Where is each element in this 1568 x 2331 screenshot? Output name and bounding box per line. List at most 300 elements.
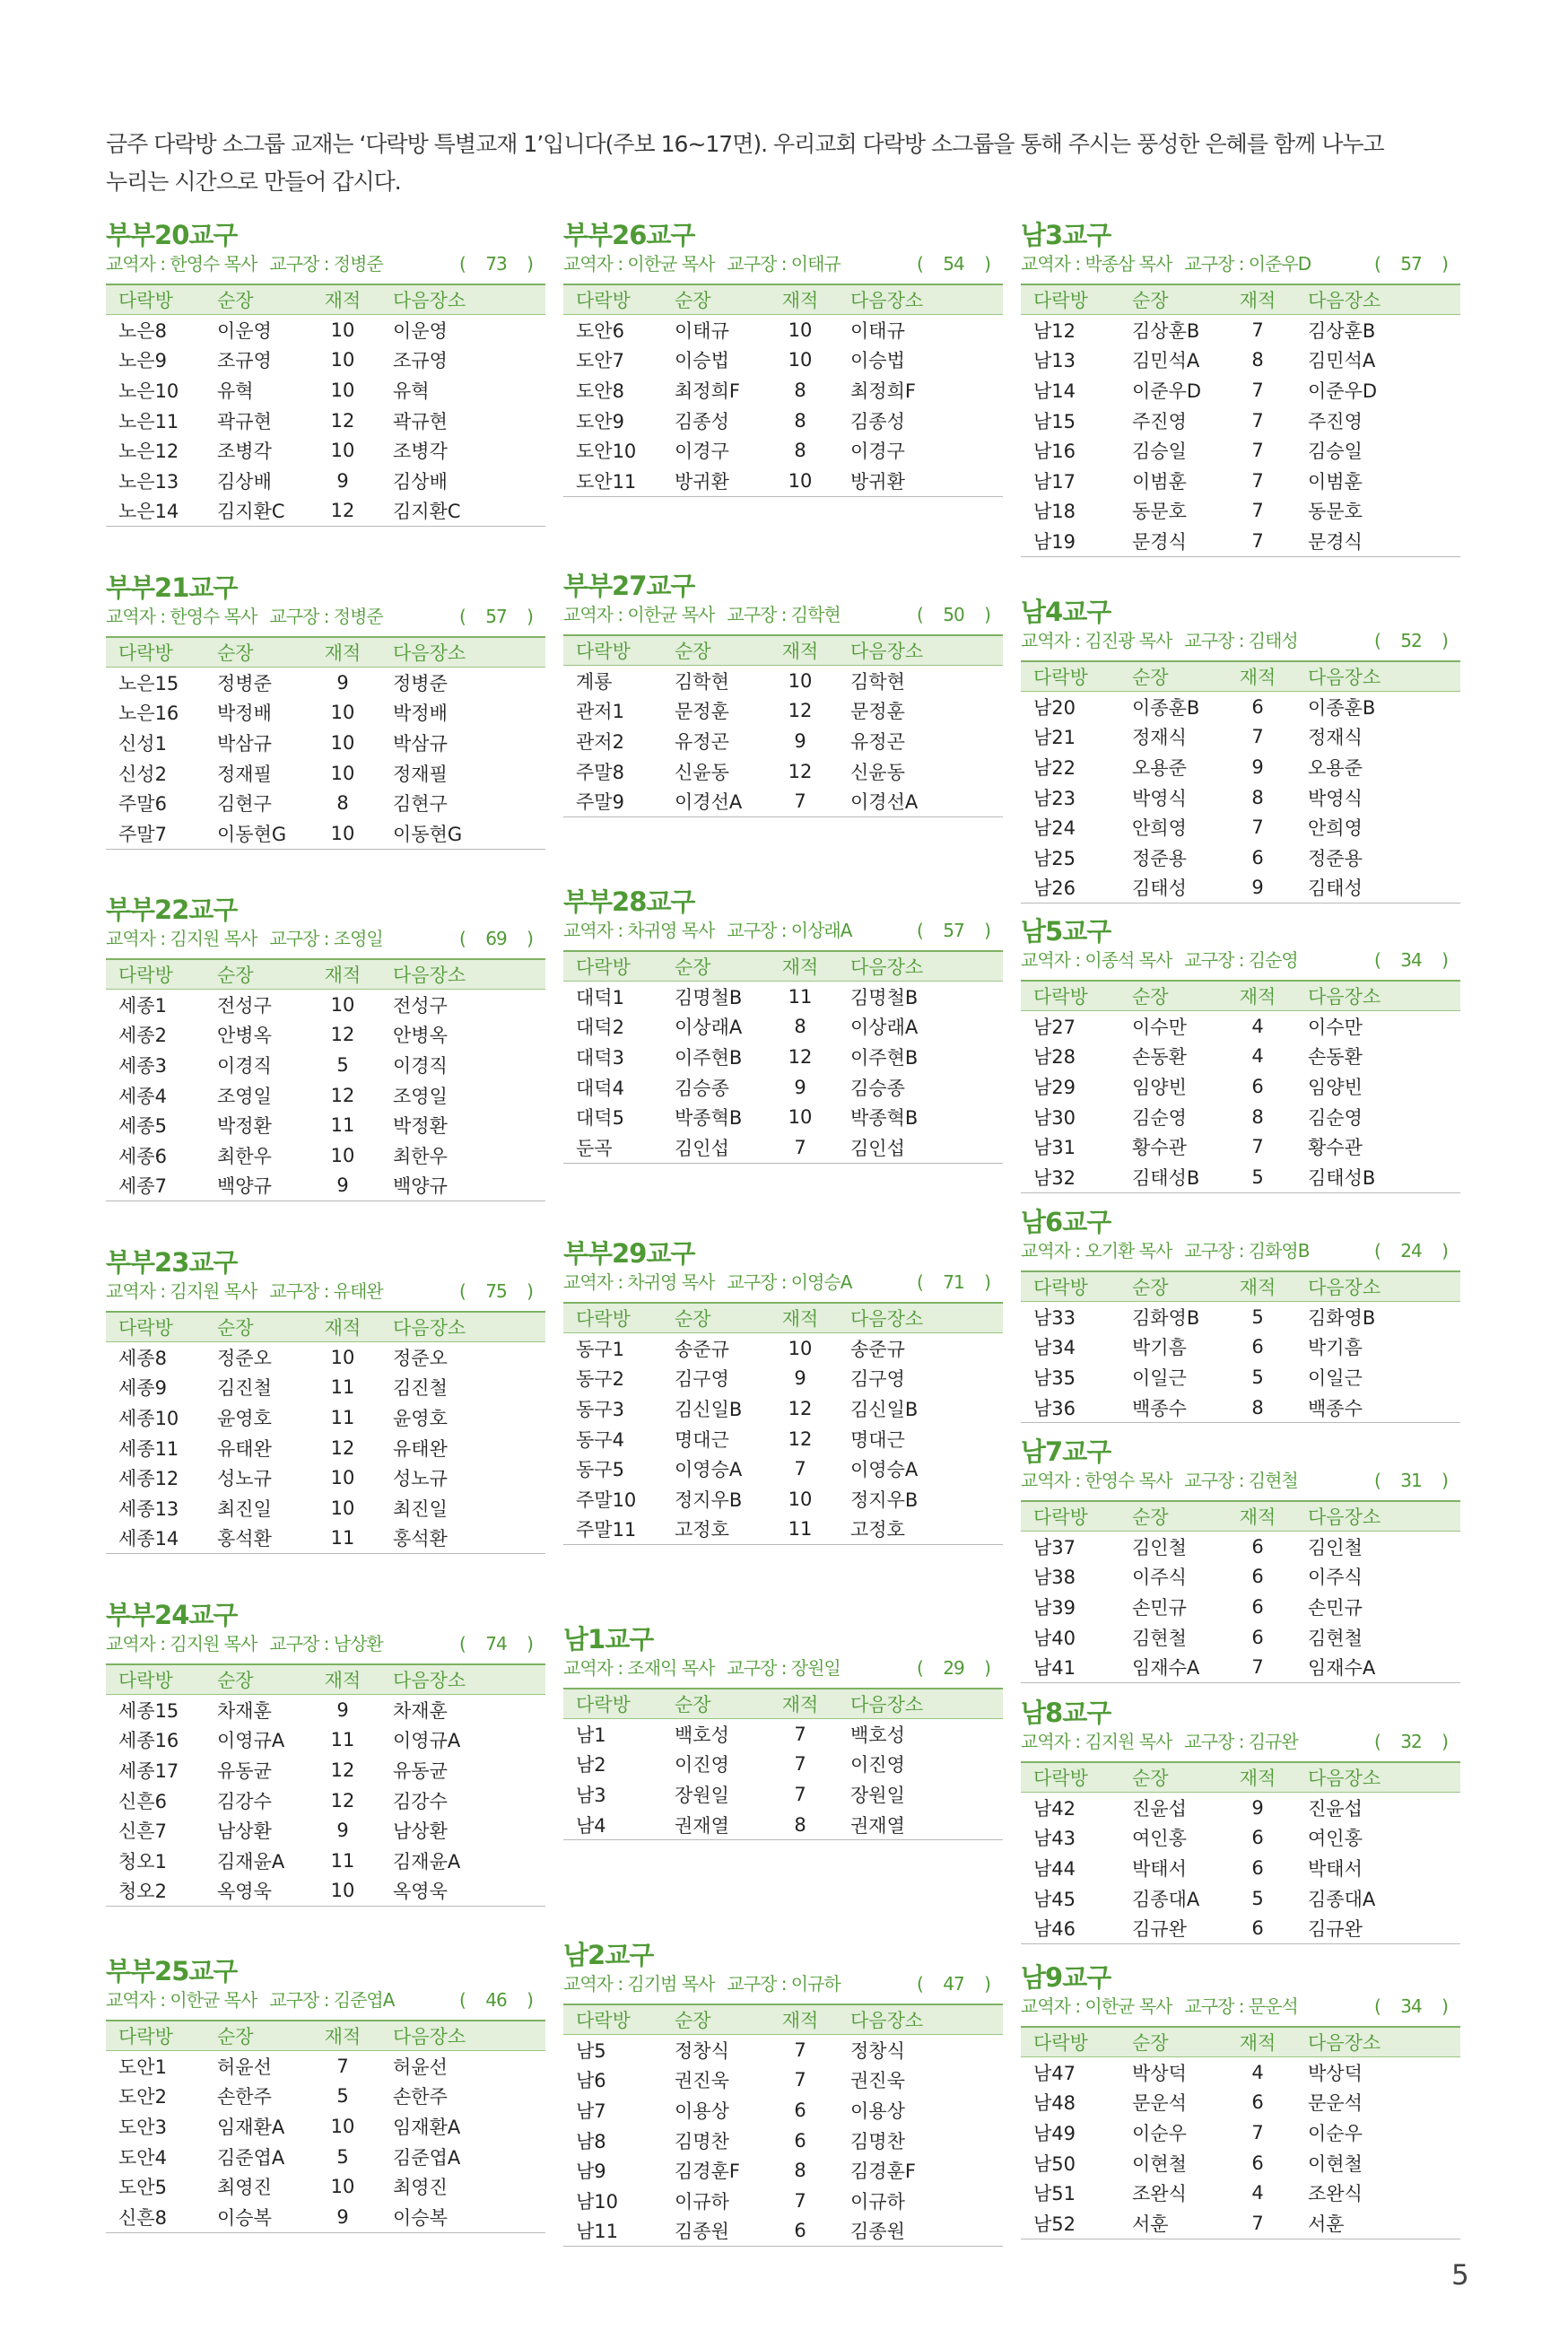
table-cell: 이경직 bbox=[393, 1054, 448, 1077]
table-cell: 7 bbox=[794, 2189, 806, 2212]
table-row bbox=[106, 2142, 545, 2172]
column-header: 순장 bbox=[1119, 981, 1220, 1011]
table-row bbox=[1021, 1332, 1460, 1363]
count-value: 52 bbox=[1400, 630, 1422, 651]
member-count bbox=[1374, 1729, 1460, 1754]
paren-open: ( bbox=[1374, 1995, 1381, 2017]
table-row bbox=[563, 982, 1003, 1012]
pastor-label: 교역자 : 김지원 목사 bbox=[106, 1633, 257, 1654]
table-cell: 관저2 bbox=[576, 730, 624, 753]
table-cell: 남41 bbox=[1021, 1652, 1119, 1682]
table-cell: 오용준 bbox=[1132, 756, 1187, 779]
table-cell: 10 bbox=[305, 1876, 380, 1907]
table-cell: 옥영욱 bbox=[205, 1876, 305, 1907]
table-cell: 김준엽A bbox=[217, 2146, 285, 2169]
table-cell: 장원일 bbox=[850, 1784, 905, 1806]
district-meta bbox=[563, 1655, 1003, 1681]
table-cell: 조병각 bbox=[217, 441, 272, 463]
table-cell: 박기흠 bbox=[1132, 1337, 1187, 1359]
table-row bbox=[563, 1454, 1003, 1484]
column-header: 다음장소 bbox=[380, 637, 545, 668]
table-cell: 손민규 bbox=[1308, 1596, 1363, 1619]
table-cell: 백종수 bbox=[1119, 1392, 1220, 1423]
table-cell: 문경식 bbox=[1295, 526, 1460, 556]
column-header: 순장 bbox=[662, 2004, 762, 2035]
paren-open: ( bbox=[1374, 1470, 1381, 1491]
table-cell: 신성1 bbox=[118, 732, 167, 755]
table-cell: 남34 bbox=[1033, 1337, 1076, 1359]
table-row bbox=[1021, 782, 1460, 813]
paren-close: ) bbox=[1442, 1995, 1448, 2017]
table-cell: 남33 bbox=[1033, 1306, 1076, 1329]
table-cell: 도안10 bbox=[576, 441, 637, 463]
column-header: 재적 bbox=[305, 1664, 380, 1695]
table-cell: 김학현 bbox=[675, 670, 729, 693]
table-cell: 김인섭 bbox=[838, 1132, 1003, 1163]
table-cell: 남12 bbox=[1033, 319, 1076, 342]
table-cell: 7 bbox=[1251, 2121, 1264, 2143]
district-meta bbox=[563, 1270, 1003, 1295]
table-cell: 7 bbox=[1251, 726, 1264, 748]
table-cell: 이주식 bbox=[1308, 1567, 1363, 1589]
column-header: 다음장소 bbox=[1295, 1762, 1460, 1793]
district-meta bbox=[106, 251, 545, 276]
table-cell: 이용상 bbox=[675, 2100, 729, 2122]
table-cell: 동구2 bbox=[576, 1368, 624, 1391]
table-cell: 이태규 bbox=[850, 319, 905, 342]
district-section bbox=[106, 1955, 545, 2233]
column-header: 다락방 bbox=[106, 2021, 205, 2051]
table-row bbox=[1021, 1793, 1460, 1823]
table-cell: 도안2 bbox=[118, 2086, 167, 2108]
paren-open: ( bbox=[917, 1271, 923, 1293]
table-cell: 백호성 bbox=[675, 1724, 729, 1746]
table-cell: 김강수 bbox=[217, 1790, 272, 1812]
district-table bbox=[563, 1688, 1003, 1840]
column-header: 순장 bbox=[1119, 1501, 1220, 1532]
table-cell: 정준용 bbox=[1132, 847, 1187, 869]
table-cell: 12 bbox=[788, 1045, 813, 1068]
table-cell: 9 bbox=[305, 1171, 380, 1201]
table-cell: 박정환 bbox=[393, 1115, 448, 1138]
count-value: 31 bbox=[1400, 1470, 1422, 1491]
table-cell: 세종11 bbox=[118, 1437, 179, 1460]
district-table bbox=[563, 950, 1003, 1164]
count-value: 32 bbox=[1400, 1731, 1422, 1752]
table-cell: 4 bbox=[1251, 1015, 1264, 1037]
column-header: 다음장소 bbox=[838, 951, 1003, 982]
table-cell: 세종10 bbox=[118, 1407, 179, 1429]
table-row bbox=[1021, 1652, 1460, 1682]
pastor-label: 교역자 : 김지원 목사 bbox=[1021, 1731, 1172, 1752]
table-row bbox=[563, 1072, 1003, 1103]
member-count bbox=[917, 918, 1003, 943]
table-cell: 백양규 bbox=[205, 1171, 305, 1201]
table-row bbox=[106, 406, 545, 436]
table-row bbox=[1021, 1562, 1460, 1593]
table-header-row bbox=[563, 635, 1003, 666]
table-cell: 김강수 bbox=[393, 1790, 448, 1812]
district-title: 부부21교구 bbox=[106, 572, 238, 603]
count-value: 57 bbox=[943, 920, 964, 941]
table-row bbox=[106, 1695, 545, 1725]
table-cell: 남17 bbox=[1033, 470, 1076, 493]
table-cell: 이수만 bbox=[1308, 1016, 1363, 1038]
table-row bbox=[106, 1140, 545, 1171]
leader-label: 교구장 : 정병준 bbox=[269, 253, 383, 275]
table-cell: 남45 bbox=[1033, 1888, 1076, 1910]
table-cell: 11 bbox=[330, 1406, 355, 1428]
district-table bbox=[563, 2004, 1003, 2247]
table-cell: 최한우 bbox=[217, 1145, 272, 1167]
district-table bbox=[106, 2020, 545, 2233]
table-row bbox=[106, 315, 545, 345]
paren-open: ( bbox=[459, 1280, 466, 1302]
table-cell: 5 bbox=[1220, 1162, 1295, 1192]
table-row bbox=[1021, 1362, 1460, 1392]
table-cell: 11 bbox=[330, 1729, 355, 1751]
count-value: 74 bbox=[485, 1633, 507, 1654]
member-count bbox=[459, 604, 545, 629]
table-cell: 7 bbox=[1220, 526, 1295, 556]
district-title: 부부26교구 bbox=[563, 220, 695, 250]
district-section bbox=[106, 894, 545, 1201]
table-cell: 송준규 bbox=[675, 1338, 729, 1360]
table-cell: 송준규 bbox=[850, 1338, 905, 1360]
table-cell: 홍석환 bbox=[380, 1523, 545, 1554]
table-cell: 대덕5 bbox=[576, 1107, 624, 1130]
column-header: 다락방 bbox=[1021, 661, 1119, 692]
table-cell: 남21 bbox=[1033, 727, 1076, 749]
table-cell: 4 bbox=[1251, 1045, 1264, 1068]
district-table bbox=[1021, 2026, 1460, 2239]
table-cell: 안병옥 bbox=[217, 1025, 272, 1047]
table-row bbox=[563, 1042, 1003, 1072]
district-title: 남9교구 bbox=[1021, 1962, 1111, 1993]
table-cell: 김인철 bbox=[1132, 1536, 1187, 1558]
table-cell: 이순우 bbox=[1308, 2122, 1363, 2144]
table-row bbox=[106, 1171, 545, 1201]
table-cell: 8 bbox=[762, 1810, 838, 1840]
table-cell: 10 bbox=[330, 379, 355, 401]
column-header: 다음장소 bbox=[380, 284, 545, 315]
pastor-label: 교역자 : 김지원 목사 bbox=[106, 928, 257, 949]
table-cell: 6 bbox=[1251, 1626, 1264, 1648]
table-cell: 김신일B bbox=[850, 1398, 919, 1420]
table-cell: 성노규 bbox=[393, 1468, 448, 1490]
table-cell: 대덕1 bbox=[576, 986, 624, 1008]
table-cell: 6 bbox=[1251, 1535, 1264, 1558]
leader-label: 교구장 : 김현철 bbox=[1184, 1470, 1298, 1491]
table-row bbox=[1021, 1042, 1460, 1072]
count-value: 34 bbox=[1400, 1995, 1422, 2017]
column-header: 순장 bbox=[662, 284, 762, 315]
table-cell: 김현구 bbox=[217, 793, 272, 816]
column-header: 재적 bbox=[305, 284, 380, 315]
district-title: 남5교구 bbox=[1021, 916, 1111, 947]
leader-label: 교구장 : 남상환 bbox=[269, 1633, 383, 1654]
table-cell: 최영진 bbox=[217, 2177, 272, 2199]
table-cell: 김민석A bbox=[1132, 350, 1200, 372]
leader-label: 교구장 : 김학현 bbox=[727, 604, 841, 625]
table-row bbox=[563, 1719, 1003, 1750]
table-cell: 정재식 bbox=[1308, 727, 1363, 749]
table-cell: 김인철 bbox=[1308, 1536, 1363, 1558]
table-cell: 안병옥 bbox=[393, 1025, 448, 1047]
table-cell: 박종혁B bbox=[850, 1107, 919, 1130]
table-cell: 7 bbox=[1251, 319, 1264, 341]
district-table bbox=[563, 284, 1003, 497]
table-row bbox=[1021, 1102, 1460, 1132]
paren-open: ( bbox=[917, 604, 923, 625]
district-table bbox=[1021, 980, 1460, 1193]
table-cell: 김지환C bbox=[205, 496, 305, 527]
table-cell: 박정배 bbox=[217, 703, 272, 725]
table-cell: 10 bbox=[762, 466, 838, 496]
paren-open: ( bbox=[1374, 949, 1381, 971]
district-table bbox=[563, 634, 1003, 817]
table-cell: 서훈 bbox=[1295, 2208, 1460, 2239]
table-cell: 곽규현 bbox=[393, 410, 448, 432]
table-cell: 김명찬 bbox=[850, 2130, 905, 2152]
table-cell: 조영일 bbox=[217, 1085, 272, 1107]
table-cell: 정지우B bbox=[675, 1489, 743, 1511]
table-cell: 9 bbox=[1251, 1796, 1264, 1819]
member-count bbox=[459, 1987, 545, 2012]
district-table bbox=[563, 1302, 1003, 1545]
table-cell: 8 bbox=[1251, 349, 1264, 371]
table-cell: 김태성B bbox=[1119, 1162, 1220, 1192]
member-count bbox=[1374, 947, 1460, 973]
paren-open: ( bbox=[1374, 630, 1381, 651]
table-cell: 김상훈B bbox=[1308, 319, 1376, 342]
table-cell: 12 bbox=[330, 1789, 355, 1812]
table-cell: 이승복 bbox=[205, 2202, 305, 2232]
district-meta bbox=[563, 602, 1003, 627]
table-header-row bbox=[1021, 2027, 1460, 2057]
paren-open: ( bbox=[1374, 1731, 1381, 1752]
table-cell: 11 bbox=[330, 1849, 355, 1872]
district-title: 부부22교구 bbox=[106, 895, 238, 925]
table-cell: 안희영 bbox=[1308, 817, 1363, 840]
count-value: 69 bbox=[485, 928, 507, 949]
table-cell: 고정호 bbox=[838, 1515, 1003, 1545]
member-count bbox=[917, 1971, 1003, 1996]
table-cell: 김재윤A bbox=[217, 1850, 285, 1873]
table-cell: 8 bbox=[794, 409, 806, 432]
table-cell: 김구영 bbox=[675, 1368, 729, 1391]
table-cell: 문정훈 bbox=[850, 701, 905, 723]
table-cell: 동문호 bbox=[1308, 501, 1363, 523]
district-title: 부부25교구 bbox=[106, 1956, 238, 1986]
district-section bbox=[563, 1237, 1003, 1545]
table-cell: 7 bbox=[794, 1723, 806, 1745]
table-cell: 6 bbox=[1251, 695, 1264, 718]
table-cell: 6 bbox=[1220, 1913, 1295, 1943]
pastor-label: 교역자 : 오기환 목사 bbox=[1021, 1240, 1172, 1262]
table-cell: 박영식 bbox=[1132, 787, 1187, 809]
district-meta bbox=[106, 1279, 545, 1304]
table-cell: 10 bbox=[305, 818, 380, 849]
district-meta bbox=[1021, 251, 1460, 276]
table-cell: 임양빈 bbox=[1132, 1076, 1187, 1098]
paren-close: ) bbox=[984, 253, 990, 275]
table-cell: 6 bbox=[1251, 1856, 1264, 1879]
table-cell: 김종대A bbox=[1308, 1888, 1376, 1910]
table-row bbox=[563, 756, 1003, 787]
table-row bbox=[563, 2035, 1003, 2065]
table-cell: 백양규 bbox=[380, 1171, 545, 1201]
table-cell: 차재훈 bbox=[393, 1699, 448, 1722]
table-row bbox=[1021, 2057, 1460, 2088]
table-row bbox=[563, 1424, 1003, 1454]
table-cell: 김종대A bbox=[1132, 1888, 1200, 1910]
table-cell: 남11 bbox=[563, 2216, 662, 2247]
table-cell: 노은15 bbox=[118, 672, 179, 694]
table-cell: 최영진 bbox=[393, 2177, 448, 2199]
paren-open: ( bbox=[459, 1989, 466, 2011]
table-cell: 이종훈B bbox=[1132, 696, 1200, 719]
table-cell: 박영식 bbox=[1308, 787, 1363, 809]
table-cell: 이종훈B bbox=[1308, 696, 1376, 719]
table-cell: 10 bbox=[330, 1467, 355, 1489]
pastor-label: 교역자 : 이한균 목사 bbox=[563, 253, 715, 275]
district-section bbox=[563, 570, 1003, 817]
table-cell: 10 bbox=[330, 762, 355, 784]
table-cell: 이범훈 bbox=[1132, 470, 1187, 493]
table-row bbox=[106, 668, 545, 698]
district-title: 부부24교구 bbox=[106, 1600, 238, 1630]
district-title: 부부29교구 bbox=[563, 1238, 695, 1269]
table-cell: 이규하 bbox=[850, 2190, 905, 2213]
table-cell: 7 bbox=[1251, 500, 1264, 522]
table-row bbox=[1021, 2148, 1460, 2178]
district-table bbox=[106, 958, 545, 1201]
table-row bbox=[563, 315, 1003, 345]
table-cell: 조완식 bbox=[1132, 2183, 1187, 2205]
table-row bbox=[1021, 406, 1460, 436]
intro-line-1: 금주 다락방 소그룹 교재는 ‘다락방 특별교재 1’입니다(주보 16~17면). 우리교회 다락방 소그룹을 통해 주시는 풍성한 은혜를 함께 나누고 bbox=[106, 131, 1384, 157]
table-cell: 진윤섭 bbox=[1308, 1797, 1363, 1820]
table-cell: 박태서 bbox=[1132, 1857, 1187, 1880]
table-cell: 남6 bbox=[576, 2070, 606, 2092]
table-cell: 노은13 bbox=[118, 470, 179, 493]
district-section bbox=[1021, 1436, 1460, 1683]
district-meta bbox=[563, 918, 1003, 943]
table-cell: 7 bbox=[794, 1753, 806, 1776]
table-cell: 8 bbox=[794, 440, 806, 462]
table-cell: 6 bbox=[1251, 2091, 1264, 2114]
leader-label: 교구장 : 김화영B bbox=[1184, 1240, 1310, 1262]
table-cell: 도안6 bbox=[576, 319, 624, 342]
table-cell: 도안1 bbox=[118, 2056, 167, 2078]
table-cell: 박상덕 bbox=[1308, 2062, 1363, 2084]
district-section bbox=[106, 1599, 545, 1907]
table-row bbox=[1021, 842, 1460, 873]
table-cell: 남26 bbox=[1021, 873, 1119, 904]
table-cell: 세종14 bbox=[106, 1523, 205, 1554]
member-count bbox=[1374, 251, 1460, 276]
table-cell: 이규하 bbox=[675, 2190, 729, 2213]
table-cell: 남37 bbox=[1033, 1536, 1076, 1558]
table-cell: 이경구 bbox=[675, 441, 729, 463]
paren-close: ) bbox=[1442, 949, 1448, 971]
table-cell: 정준오 bbox=[393, 1347, 448, 1369]
table-cell: 조규영 bbox=[393, 350, 448, 372]
table-cell: 이진영 bbox=[675, 1754, 729, 1777]
table-cell: 신흔8 bbox=[106, 2202, 205, 2232]
table-row bbox=[1021, 873, 1460, 904]
pastor-label: 교역자 : 이한균 목사 bbox=[106, 1989, 257, 2011]
pastor-label: 교역자 : 이종석 목사 bbox=[1021, 949, 1172, 971]
table-row bbox=[563, 1393, 1003, 1424]
table-cell: 남13 bbox=[1033, 350, 1076, 372]
table-cell: 문정훈 bbox=[675, 701, 729, 723]
table-cell: 권재열 bbox=[838, 1810, 1003, 1840]
table-cell: 남14 bbox=[1033, 380, 1076, 402]
table-cell: 명대근 bbox=[850, 1428, 905, 1451]
paren-open: ( bbox=[917, 253, 923, 275]
table-cell: 정병준 bbox=[393, 672, 448, 694]
column-header: 순장 bbox=[205, 959, 305, 990]
table-cell: 남51 bbox=[1033, 2183, 1076, 2205]
table-row bbox=[106, 1433, 545, 1463]
column-header: 다락방 bbox=[563, 1689, 662, 1719]
table-cell: 8 bbox=[794, 1016, 806, 1038]
table-cell: 6 bbox=[762, 2216, 838, 2247]
table-row bbox=[1021, 2088, 1460, 2118]
column-header: 재적 bbox=[762, 2004, 838, 2035]
leader-label: 교구장 : 정병준 bbox=[269, 606, 383, 627]
column-header: 재적 bbox=[762, 1303, 838, 1333]
table-cell: 동문호 bbox=[1132, 501, 1187, 523]
table-cell: 박종혁B bbox=[675, 1107, 743, 1130]
table-cell: 정재필 bbox=[393, 763, 448, 785]
table-cell: 정준용 bbox=[1308, 847, 1363, 869]
table-row bbox=[563, 726, 1003, 756]
district-section bbox=[1021, 596, 1460, 904]
table-cell: 7 bbox=[1251, 816, 1264, 839]
table-cell: 6 bbox=[1251, 1336, 1264, 1358]
table-cell: 이수만 bbox=[1132, 1016, 1187, 1038]
table-cell: 유동균 bbox=[217, 1759, 272, 1782]
paren-close: ) bbox=[1442, 1240, 1448, 1262]
column-header: 순장 bbox=[662, 1303, 762, 1333]
table-cell: 남7 bbox=[576, 2100, 606, 2122]
district-table bbox=[106, 1311, 545, 1554]
paren-open: ( bbox=[1374, 1240, 1381, 1262]
leader-label: 교구장 : 김순영 bbox=[1184, 949, 1298, 971]
table-row bbox=[563, 1364, 1003, 1394]
leader-label: 교구장 : 이태규 bbox=[727, 253, 841, 275]
column-header: 다음장소 bbox=[380, 1312, 545, 1342]
table-row bbox=[106, 375, 545, 406]
count-value: 29 bbox=[943, 1657, 964, 1679]
table-cell: 김상훈B bbox=[1132, 319, 1200, 342]
paren-open: ( bbox=[917, 1657, 923, 1679]
table-cell: 김상배 bbox=[217, 470, 272, 493]
district-section bbox=[1021, 219, 1460, 557]
table-cell: 곽규현 bbox=[217, 410, 272, 432]
table-row bbox=[1021, 466, 1460, 496]
table-cell: 남40 bbox=[1033, 1627, 1076, 1649]
table-header-row bbox=[563, 284, 1003, 315]
table-cell: 8 bbox=[336, 792, 349, 815]
table-cell: 9 bbox=[1251, 755, 1264, 778]
table-cell: 남52 bbox=[1021, 2208, 1119, 2239]
table-row bbox=[1021, 722, 1460, 753]
table-cell: 10 bbox=[330, 1346, 355, 1368]
